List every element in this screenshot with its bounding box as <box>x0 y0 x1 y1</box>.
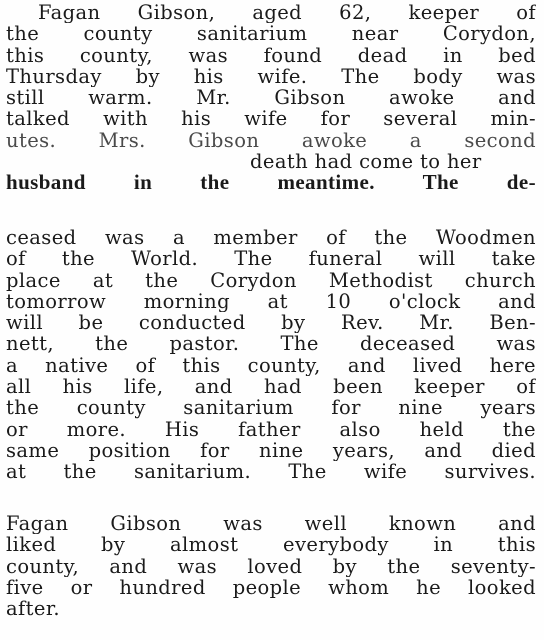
text-line: five or hundred people whom he looked <box>6 576 536 599</box>
text-line: county, and was loved by the seventy- <box>6 555 536 577</box>
text-line: the county sanitarium near Corydon, <box>6 23 536 45</box>
article-paragraph-2 <box>6 227 536 483</box>
text-line: liked by almost everybody in this <box>6 534 536 556</box>
text-line: Thursday by his wife. The body was <box>6 65 536 88</box>
text-line: talked with his wife for several min- <box>6 108 536 130</box>
article-paragraph-3 <box>6 513 536 619</box>
text-line: ceased was a member of the Woodmen <box>6 227 536 249</box>
text-line: death had come to her <box>250 151 482 173</box>
text-line: still warm. Mr. Gibson awoke and <box>6 87 536 109</box>
text-line: a native of this county, and lived here <box>6 354 536 377</box>
text-line: Fagan Gibson was well known and <box>6 513 536 535</box>
text-line: same position for nine years, and died <box>6 439 536 462</box>
text-line: will be conducted by Rev. Mr. Ben- <box>6 312 536 334</box>
text-line: at the sanitarium. The wife survives. <box>6 461 536 483</box>
text-line: after. <box>6 598 60 620</box>
text-line: Fagan Gibson, aged 62, keeper of <box>38 2 536 24</box>
text-line: or more. His father also held the <box>6 418 536 440</box>
text-line: this county, was found dead in bed <box>6 44 536 66</box>
text-line: the county sanitarium for nine years <box>6 397 536 419</box>
text-line: place at the Corydon Methodist church <box>6 269 536 291</box>
article-paragraph-1 <box>6 2 536 194</box>
text-line: tomorrow morning at 10 o'clock and <box>6 290 536 313</box>
text-line: nett, the pastor. The deceased was <box>6 333 536 355</box>
text-line: of the World. The funeral will take <box>6 248 536 270</box>
text-line: all his life, and had been keeper of <box>6 376 536 398</box>
text-line: utes. Mrs. Gibson awoke a second <box>6 129 536 152</box>
text-line: husband in the meantime. The de- <box>6 172 536 194</box>
